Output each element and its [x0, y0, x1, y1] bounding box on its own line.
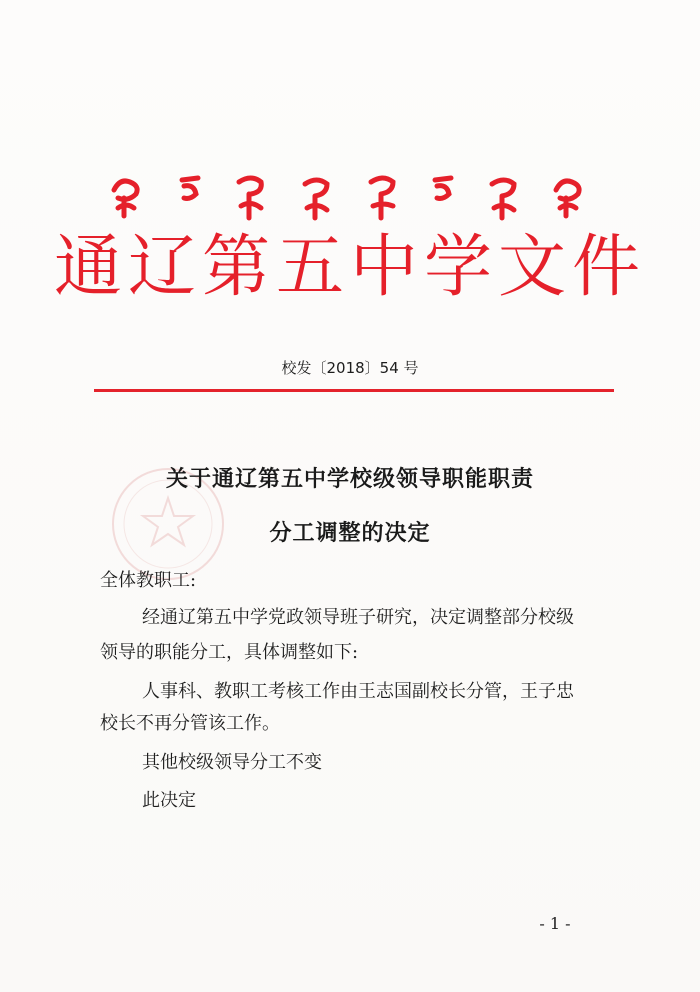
paragraph-1-line-1: 经通辽第五中学党政领导班子研究，决定调整部分校级 — [142, 607, 574, 628]
issuer-title: 通辽第五中学文件 — [53, 228, 646, 307]
mongolian-word-3-icon — [233, 172, 269, 222]
paragraph-4: 此决定 — [142, 790, 196, 811]
mongolian-word-6-icon — [431, 172, 457, 212]
mongolian-script-header-icon — [110, 172, 590, 224]
page-number: - 1 - — [539, 914, 571, 933]
mongolian-word-8-icon — [552, 172, 590, 220]
mongolian-word-2-icon — [178, 172, 204, 212]
mongolian-word-4-icon — [299, 172, 335, 222]
paragraph-3: 其他校级领导分工不变 — [142, 752, 322, 773]
paragraph-2-line-2: 校长不再分管该工作。 — [100, 713, 280, 734]
mongolian-word-1-icon — [110, 172, 148, 220]
document-number: 校发〔2018〕54 号 — [281, 359, 419, 377]
salutation: 全体教职工: — [100, 570, 197, 591]
red-divider-line — [94, 389, 614, 392]
mongolian-word-5-icon — [365, 172, 401, 222]
document-title-line-2: 分工调整的决定 — [269, 520, 431, 546]
paragraph-2-line-1: 人事科、教职工考核工作由王志国副校长分管，王子忠 — [142, 681, 574, 702]
paragraph-1-line-2: 领导的职能分工，具体调整如下: — [100, 642, 359, 663]
mongolian-word-7-icon — [486, 172, 522, 222]
document-title-line-1: 关于通辽第五中学校级领导职能职责 — [165, 466, 534, 492]
